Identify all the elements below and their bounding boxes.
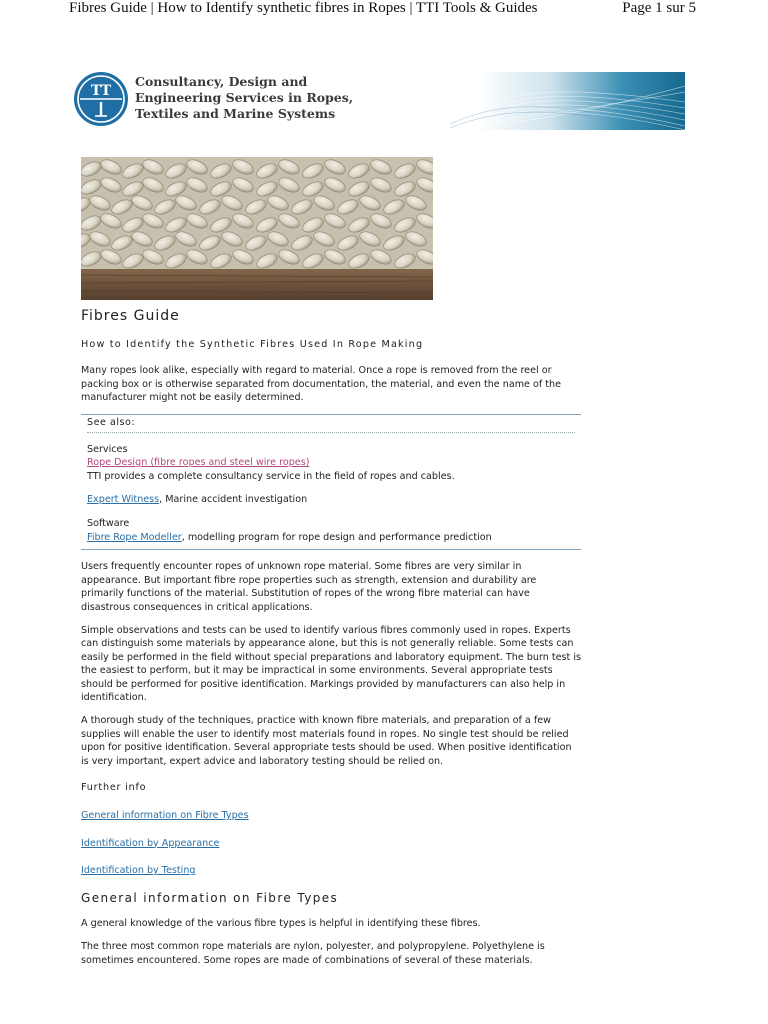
general-paragraph-2: The three most common rope materials are nylon, polyester, and polypropylene. Polyethylene is sometimes encountered. Some ropes are made of combinations of several of these materials. xyxy=(81,941,545,966)
further-info-label: Further info xyxy=(81,782,147,794)
article-body xyxy=(81,310,581,976)
see-also-heading: See also: xyxy=(87,416,575,433)
print-header xyxy=(0,0,768,24)
see-also-services xyxy=(87,443,575,484)
general-info-heading: General information on Fibre Types xyxy=(81,890,339,905)
expert-witness-link[interactable]: Expert Witness xyxy=(87,494,160,506)
general-paragraph-1: A general knowledge of the various fibre types is helpful in identifying these fibres. xyxy=(81,918,481,930)
site-header xyxy=(74,70,694,132)
see-also-software xyxy=(87,517,575,544)
tti-logo-icon[interactable] xyxy=(74,72,128,126)
body-paragraph-3: A thorough study of the techniques, practice with known fibre materials, and preparation of a few supplies will enable the user to identify most materials found in ropes. No single test should be relied upon for positive identification. Several appropriate tests should be used. When positive identification is very important, expert advice and laboratory testing should be relied on. xyxy=(81,715,572,767)
page-title: Fibres Guide xyxy=(81,308,180,324)
tagline-line-3: Textiles and Marine Systems xyxy=(135,106,336,121)
company-tagline xyxy=(135,74,353,122)
page-indicator: Page 1 sur 5 xyxy=(622,0,696,16)
article-subtitle: How to Identify the Synthetic Fibres Used In Rope Making xyxy=(81,338,424,350)
document-title: Fibres Guide | How to Identify synthetic fibres in Ropes | TTI Tools & Guides xyxy=(69,0,538,16)
tagline-line-2: Engineering Services in Ropes, xyxy=(135,90,354,105)
see-also-expert xyxy=(87,493,575,507)
see-also-box xyxy=(81,414,581,550)
logo-mark: TT xyxy=(90,83,112,99)
modeller-description: , modelling program for rope design and performance prediction xyxy=(181,531,492,543)
body-paragraph-2: Simple observations and tests can be used to identify various fibres commonly used in ropes. Experts can distinguish some materials by appearance alone, but this is not generally reliable. Some tests can easily be performed in the field without special preparations and laboratory equipment. The burn test is the easiest to perform, but it may be impractical in some environments. Several appropriate tests should be performed for positive identification. Markings provided by manufacturers can also help in identification. xyxy=(81,624,581,704)
rope-design-link[interactable]: Rope Design (fibre ropes and steel wire ropes) xyxy=(87,457,310,469)
wave-banner-image xyxy=(450,72,685,130)
rope-braid-photo xyxy=(81,157,433,300)
tagline-line-1: Consultancy, Design and xyxy=(135,74,308,89)
expert-witness-description: , Marine accident investigation xyxy=(159,494,308,506)
general-info-link[interactable]: General information on Fibre Types xyxy=(81,810,249,822)
fibre-rope-modeller-link[interactable]: Fibre Rope Modeller xyxy=(87,531,182,543)
intro-paragraph: Many ropes look alike, especially with regard to material. Once a rope is removed from the reel or packing box or is otherwise separated from documentation, the material, and even the name of the manufacturer might not be easily determined. xyxy=(81,365,562,404)
body-paragraph-1: Users frequently encounter ropes of unknown rope material. Some fibres are very similar in appearance. But important fibre rope properties such as strength, extension and durability are primarily functions of the material. Substitution of ropes of the wrong fibre material can have disastrous consequences in critical applications. xyxy=(81,561,537,613)
identification-testing-link[interactable]: Identification by Testing xyxy=(81,865,196,877)
rope-design-description: TTI provides a complete consultancy service in the field of ropes and cables. xyxy=(87,470,455,482)
identification-appearance-link[interactable]: Identification by Appearance xyxy=(81,837,220,849)
software-label: Software xyxy=(87,517,130,529)
services-label: Services xyxy=(87,443,128,455)
